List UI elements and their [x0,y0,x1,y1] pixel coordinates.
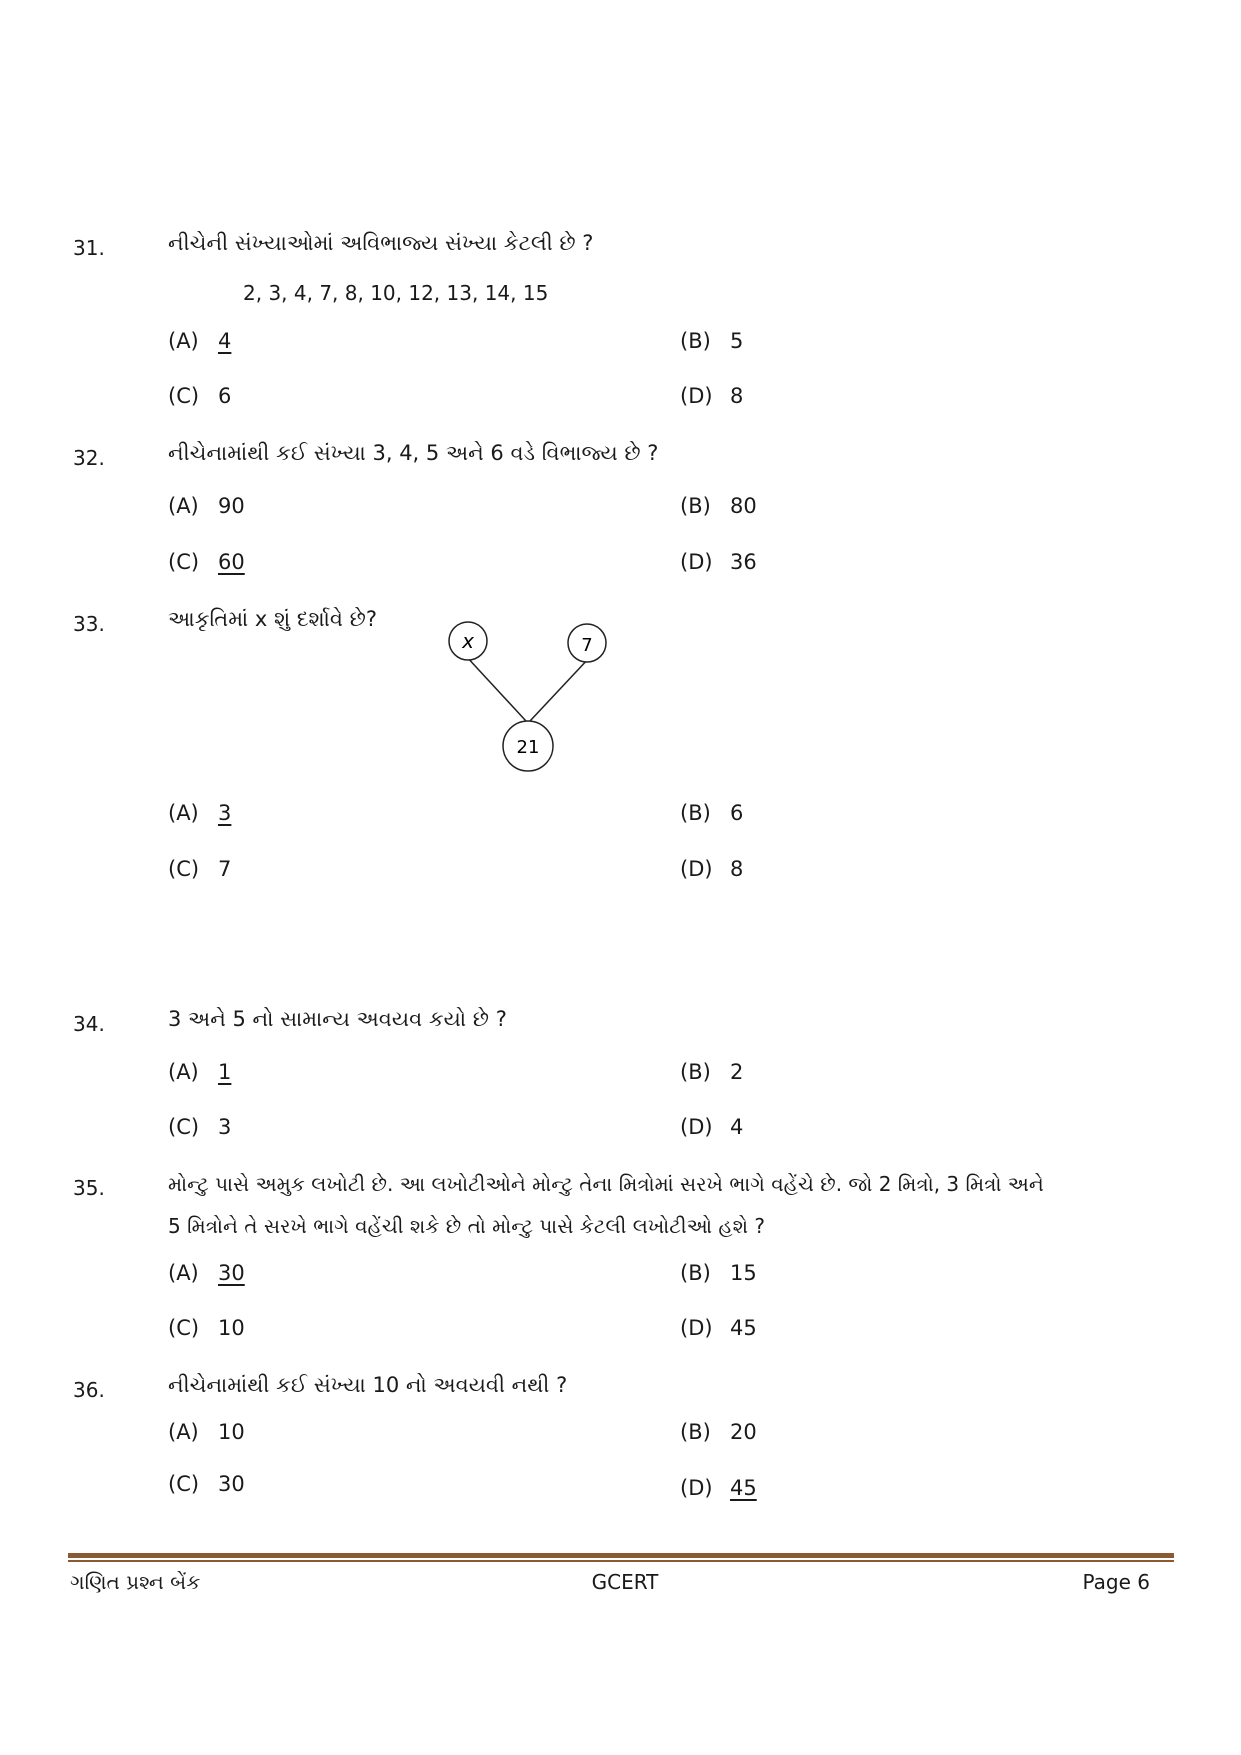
tree-node-right-label: 7 [581,635,593,656]
option-d[interactable]: (D) 8 [680,384,744,408]
option-d[interactable]: (D) 4 [680,1115,744,1139]
question-text: નીચેની સંખ્યાઓમાં અવિભાજ્ય સંખ્યા કેટલી છે ? [168,231,594,255]
number-list: 2, 3, 4, 7, 8, 10, 12, 13, 14, 15 [243,281,549,305]
tree-edge-left [465,655,526,721]
question-text: નીચેનામાંથી કઈ સંખ્યા 3, 4, 5 અને 6 વડે વિભાજ્ય છે ? [168,441,659,465]
footer-page-number: Page 6 [1082,1570,1150,1594]
question-number: 36. [73,1378,105,1402]
option-a[interactable]: (A) 3 [168,801,232,825]
footer-publisher: GCERT [591,1570,659,1594]
tree-node-left-label: x [462,629,474,653]
option-d[interactable]: (D) 36 [680,550,757,574]
option-a[interactable]: (A) 30 [168,1261,245,1285]
option-c[interactable]: (C) 10 [168,1316,245,1340]
option-b[interactable]: (B) 2 [680,1060,744,1084]
footer-book-title: ગણિત પ્રશ્ન બેંક [70,1570,201,1594]
question-number: 34. [73,1012,105,1036]
option-b[interactable]: (B) 6 [680,801,744,825]
option-a[interactable]: (A) 4 [168,329,232,353]
option-b[interactable]: (B) 5 [680,329,744,353]
question-text-line1: મોન્ટુ પાસે અમુક લખોટી છે. આ લખોટીઓને મોન્ટુ તેના મિત્રોમાં સરખે ભાગે વહેંચે છે. જો 2 મિત્રો, 3 મિત્રો અને [168,1172,1044,1196]
footer-rule-thin [68,1560,1174,1562]
option-c[interactable]: (C) 3 [168,1115,232,1139]
option-d[interactable]: (D) 45 [680,1316,757,1340]
option-b[interactable]: (B) 20 [680,1420,757,1444]
option-a[interactable]: (A) 1 [168,1060,232,1084]
option-a[interactable]: (A) 90 [168,494,245,518]
tree-node-bottom-label: 21 [516,737,540,758]
question-number: 31. [73,236,105,260]
tree-edge-right [530,657,590,721]
question-number: 35. [73,1176,105,1200]
question-text-line2: 5 મિત્રોને તે સરખે ભાગે વહેંચી શકે છે તો મોન્ટુ પાસે કેટલી લખોટીઓ હશે ? [168,1214,766,1238]
option-d[interactable]: (D) 45 [680,1476,757,1500]
footer-rule [68,1553,1174,1558]
factor-tree-diagram [440,605,620,785]
option-c[interactable]: (C) 7 [168,857,232,881]
option-b[interactable]: (B) 15 [680,1261,757,1285]
question-text: નીચેનામાંથી કઈ સંખ્યા 10 નો અવયવી નથી ? [168,1373,568,1397]
option-a[interactable]: (A) 10 [168,1420,245,1444]
option-c[interactable]: (C) 6 [168,384,232,408]
option-c[interactable]: (C) 30 [168,1472,245,1496]
option-d[interactable]: (D) 8 [680,857,744,881]
question-text: 3 અને 5 નો સામાન્ય અવયવ કયો છે ? [168,1007,507,1031]
option-c[interactable]: (C) 60 [168,550,245,574]
question-text: આકૃતિમાં x શું દર્શાવે છે? [168,607,378,631]
question-number: 33. [73,612,105,636]
question-number: 32. [73,446,105,470]
option-b[interactable]: (B) 80 [680,494,757,518]
